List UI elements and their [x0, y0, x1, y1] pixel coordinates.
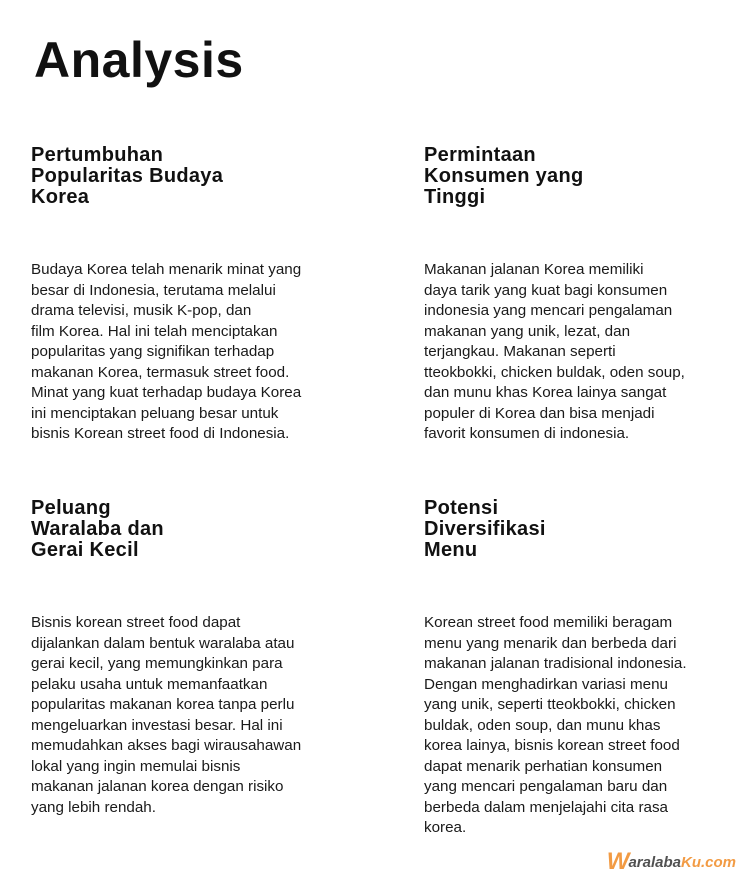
section-heading-text: Peluang Waralaba dan Gerai Kecil	[31, 497, 164, 561]
section-heading-demand	[424, 145, 750, 208]
section-heading-franchise	[31, 498, 361, 561]
section-body-text: Makanan jalanan Korea memiliki daya tarik yang kuat bagi konsumen indonesia yang mencari pengalaman makanan yang unik, lezat, dan terjangkau. Makanan seperti tteokbokki, chicken buldak, oden soup, dan munu khas Korea lainya sangat populer di Korea dan bisa menjadi favorit konsumen di indonesia.	[424, 261, 685, 442]
section-heading-popularity	[31, 145, 361, 208]
watermark-text-dark: aralaba	[628, 853, 681, 871]
section-heading-text: Potensi Diversifikasi Menu	[424, 497, 546, 561]
section-heading-text: Pertumbuhan Popularitas Budaya Korea	[31, 144, 224, 208]
section-body-franchise	[31, 613, 361, 818]
section-body-menu	[424, 613, 750, 839]
section-heading-text: Permintaan Konsumen yang Tinggi	[424, 144, 584, 208]
watermark-w: W	[606, 848, 630, 875]
watermark-logo	[607, 848, 736, 876]
section-body-text: Budaya Korea telah menarik minat yang besar di Indonesia, terutama melalui drama televisi, musik K-pop, dan film Korea. Hal ini telah menciptakan popularitas yang signifikan terhadap makanan Korea, termasuk street food. Minat yang kuat terhadap budaya Korea ini menciptakan peluang besar untuk bisnis Korean street food di Indonesia.	[31, 261, 302, 442]
section-body-text: Bisnis korean street food dapat dijalankan dalam bentuk waralaba atau gerai kecil, yang memungkinkan para pelaku usaha untuk memanfaatkan popularitas makanan korea tanpa perlu mengeluarkan investasi besar. Hal ini memudahkan akses bagi wirausahawan lokal yang ingin memulai bisnis makanan jalanan korea dengan risiko yang lebih rendah.	[31, 614, 302, 816]
section-body-text: Korean street food memiliki beragam menu yang menarik dan berbeda dari makanan jalanan tradisional indonesia. Dengan menghadirkan variasi menu yang unik, seperti tteokbokki, chicken buldak, oden soup, dan munu khas korea lainya, bisnis korean street food dapat menarik perhatian konsumen yang mencari pengalaman baru dan berbeda dalam menjelajahi cita rasa korea.	[424, 614, 687, 836]
section-body-demand	[424, 260, 750, 445]
page-title: Analysis	[34, 32, 244, 88]
watermark-text-accent: Ku.com	[680, 853, 736, 871]
section-heading-menu	[424, 498, 750, 561]
section-body-popularity	[31, 260, 361, 445]
